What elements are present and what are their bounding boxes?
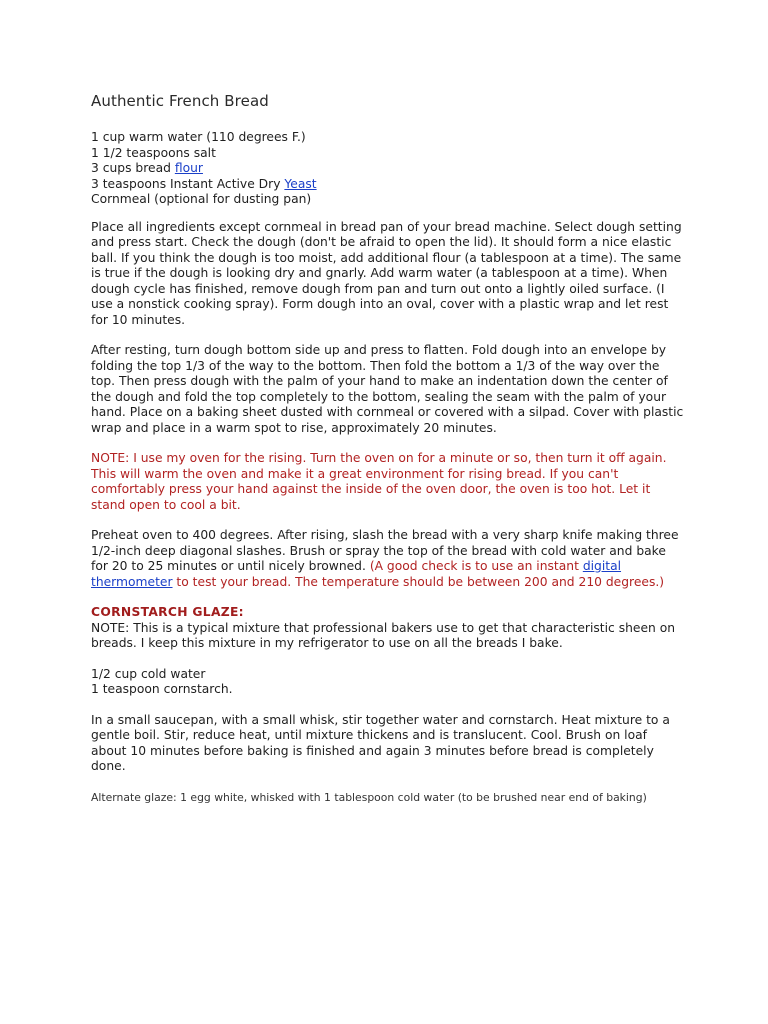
ingredient-text: 3 teaspoons Instant Active Dry	[91, 176, 285, 191]
ingredient-item	[91, 192, 685, 208]
ingredient-text: 1 1/2 teaspoons salt	[91, 145, 216, 160]
glaze-ingredient-list	[91, 667, 685, 698]
ingredient-item	[91, 161, 685, 177]
ingredient-text: Cornmeal (optional for dusting pan)	[91, 192, 312, 206]
ingredient-text: 1 cup warm water (110 degrees F.)	[91, 130, 306, 144]
glaze-ingredient-item: 1/2 cup cold water	[91, 666, 206, 681]
ingredient-item	[91, 177, 685, 193]
ingredient-item	[91, 146, 685, 162]
baking-text: Preheat oven to 400 degrees. After rising, slash the bread with a very sharp knife making three 1/2-inch deep diagonal slashes. Brush or spray the top of the bread with cold water and bake for 20 to 25 minutes or until nicely browned.	[91, 528, 679, 573]
thermometer-tip-start: (A good check is to use an instant	[369, 559, 583, 573]
thermometer-tip-end: to test your bread. The temperature should be between 200 and 210 degrees.)	[172, 574, 665, 589]
instructions-paragraph-3	[91, 528, 685, 590]
alternate-glaze-note: Alternate glaze: 1 egg white, whisked with 1 tablespoon cold water (to be brushed near end of baking)	[91, 790, 647, 804]
glaze-heading: CORNSTARCH GLAZE:	[91, 605, 244, 619]
instructions-paragraph-2: After resting, turn dough bottom side up and press to flatten. Fold dough into an envelope by folding the top 1/3 of the way to the bottom. Then fold the bottom a 1/3 of the way over the top. Then press dough with the palm of your hand to make an indentation down the center of the dough and fold the top completely to the bottom, sealing the seam with the palm of your hand. Place on a baking sheet dusted with cornmeal or covered with a silpad. Cover with plastic wrap and place in a warm spot to rise, approximately 20 minutes.	[91, 343, 684, 435]
glaze-ingredient-item: 1 teaspoon cornstarch.	[91, 682, 233, 696]
ingredient-text: 3 cups bread	[91, 161, 175, 175]
instructions-paragraph-1: Place all ingredients except cornmeal in bread pan of your bread machine. Select dough setting and press start. Check the dough (don't be afraid to open the lid). It should form a nice elastic ball. If you think the dough is too moist, add additional flour (a tablespoon at a time). The same is true if the dough is looking dry and gnarly. Add warm water (a tablespoon at a time). When dough cycle has finished, remove dough from pan and turn out onto a lightly oiled surface. (I use a nonstick cooking spray). Form dough into an oval, cover with a plastic wrap and let rest for 10 minutes.	[91, 219, 682, 327]
ingredient-list	[91, 130, 685, 208]
glaze-section	[91, 605, 685, 652]
yeast-link[interactable]: Yeast	[284, 176, 317, 191]
glaze-instructions: In a small saucepan, with a small whisk, stir together water and cornstarch. Heat mixture to a gentle boil. Stir, reduce heat, until mixture thickens and is translucent. Cool. Brush on loaf about 10 minutes before baking is finished and again 3 minutes before bread is completely done.	[91, 712, 670, 773]
ingredient-item	[91, 130, 685, 146]
recipe-title: Authentic French Bread	[91, 92, 269, 110]
glaze-note: NOTE: This is a typical mixture that professional bakers use to get that characteristic sheen on breads. I keep this mixture in my refrigerator to use on all the breads I bake.	[91, 620, 676, 650]
digital-thermometer-link[interactable]: digital thermometer	[91, 559, 622, 589]
oven-rising-note: NOTE: I use my oven for the rising. Turn the oven on for a minute or so, then turn it off again. This will warm the oven and make it a great environment for rising bread. If you can't comfortably press your hand against the inside of the oven door, the oven is too hot. Let it stand open to cool a bit.	[91, 451, 667, 512]
recipe-content	[91, 92, 685, 805]
flour-link[interactable]: flour	[174, 161, 203, 175]
